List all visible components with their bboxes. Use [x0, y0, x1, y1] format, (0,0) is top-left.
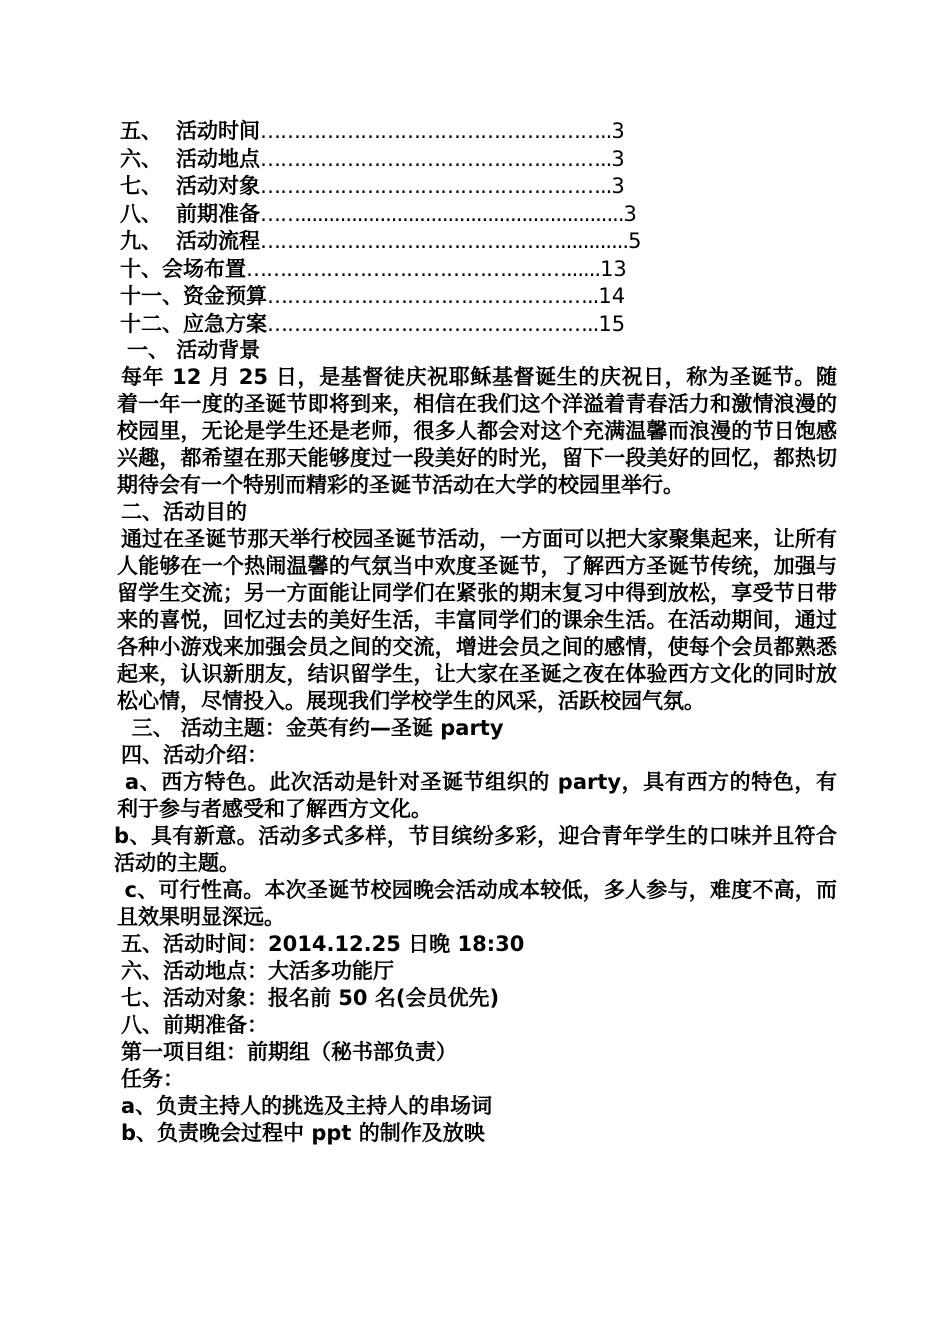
paragraph-background: 每年 12 月 25 日，是基督徒庆祝耶稣基督诞生的庆祝日，称为圣诞节。随着一年一度的圣诞节即将到来，相信在我们这个洋溢着青春活力和激情浪漫的校园里，无论是学生还是老师，很多人都会对这个充满温馨而浪漫的节日饱感兴趣，都希望在那天能够度过一段美好的时光，留下一段美好的回忆，都热切期待会有一个特别而精彩的圣诞节活动在大学的校园里举行。: [117, 365, 837, 497]
toc-leader: …….........................................................: [260, 201, 624, 225]
toc-row[interactable]: [120, 308, 820, 336]
toc-number: 十二、: [120, 311, 183, 335]
toc-page: 14: [598, 284, 626, 308]
toc-leader: ……………………………………………..: [260, 146, 612, 170]
toc-number: 九、: [120, 229, 162, 253]
intro-item-b: b、具有新意。活动多式多样，节目缤纷多彩，迎合青年学生的口味并且符合活动的主题。: [114, 824, 837, 875]
section-heading-prep: 八、前期准备：: [121, 1013, 268, 1037]
toc-page: 3: [611, 174, 625, 198]
prep-task-label: 任务：: [121, 1067, 184, 1091]
toc-leader: ……………………………………………..: [260, 174, 612, 198]
toc-number: 五、: [120, 119, 162, 143]
toc-title: 活动地点: [176, 146, 260, 170]
section-time: 五、活动时间：2014.12.25 日晚 18:30: [121, 932, 525, 956]
toc-leader: ………………………………………............: [260, 229, 629, 253]
prep-task-b: b、负责晚会过程中 ppt 的制作及放映: [121, 1121, 485, 1145]
toc-row[interactable]: [120, 143, 820, 171]
toc-leader: ……………………………………………..: [260, 119, 612, 143]
section-heading-background: 一、 活动背景: [127, 338, 261, 362]
toc-title: 应急方案: [183, 311, 267, 335]
toc-page: 3: [611, 146, 625, 170]
section-heading-intro: 四、活动介绍：: [121, 743, 268, 767]
toc-page: 5: [628, 229, 642, 253]
toc-title: 会场布置: [162, 256, 246, 280]
toc-row[interactable]: [120, 253, 820, 281]
section-location: 六、活动地点：大活多功能厅: [121, 959, 394, 983]
toc-row[interactable]: [120, 198, 820, 226]
section-theme: 三、 活动主题：金英有约—圣诞 party: [117, 716, 504, 740]
toc-title: 活动流程: [176, 229, 260, 253]
toc-page: 15: [598, 311, 626, 335]
intro-item-c: c、可行性高。本次圣诞节校园晚会活动成本较低，多人参与，难度不高，而且效果明显深远。: [117, 878, 837, 929]
toc-number: 七、: [120, 174, 162, 198]
toc-page: 3: [623, 201, 637, 225]
section-heading-purpose: 二、活动目的: [121, 500, 247, 524]
toc-row[interactable]: [120, 280, 820, 308]
toc-row[interactable]: [120, 170, 820, 198]
toc-page: 13: [600, 256, 627, 280]
toc-leader: …………………………………………......: [246, 256, 601, 280]
intro-item-a: a、西方特色。此次活动是针对圣诞节组织的 party，具有西方的特色，有利于参与者感受和了解西方文化。: [117, 770, 837, 821]
prep-group-title: 第一项目组：前期组（秘书部负责）: [121, 1040, 457, 1064]
toc-title: 前期准备: [176, 201, 260, 225]
toc-number: 八、: [120, 201, 162, 225]
prep-task-a: a、负责主持人的挑选及主持人的串场词: [121, 1094, 493, 1118]
toc-title: 资金预算: [183, 284, 267, 308]
section-audience: 七、活动对象：报名前 50 名(会员优先): [121, 986, 500, 1010]
toc-row[interactable]: [120, 225, 820, 253]
toc-leader: …………………………………………..: [267, 284, 599, 308]
toc-number: 十、: [120, 256, 162, 280]
toc-leader: …………………………………………..: [267, 311, 599, 335]
toc-title: 活动对象: [176, 174, 260, 198]
paragraph-purpose: 通过在圣诞节那天举行校园圣诞节活动，一方面可以把大家聚集起来，让所有人能够在一个热闹温馨的气氛当中欢度圣诞节，了解西方圣诞节传统，加强与留学生交流；另一方面能让同学们在紧张的期末复习中得到放松，享受节日带来的喜悦，回忆过去的美好生活，丰富同学们的课余生活。在活动期间，通过各种小游戏来加强会员之间的交流，增进会员之间的感情，使每个会员都熟悉起来，认识新朋友，结识留学生，让大家在圣诞之夜在体验西方文化的同时放松心情，尽情投入。展现我们学校学生的风采，活跃校园气氛。: [117, 527, 837, 713]
document-body: [114, 337, 837, 1147]
table-of-contents: [120, 115, 820, 335]
toc-title: 活动时间: [176, 119, 260, 143]
toc-number: 六、: [120, 146, 162, 170]
toc-number: 十一、: [120, 284, 183, 308]
toc-page: 3: [611, 119, 625, 143]
toc-row[interactable]: [120, 115, 820, 143]
